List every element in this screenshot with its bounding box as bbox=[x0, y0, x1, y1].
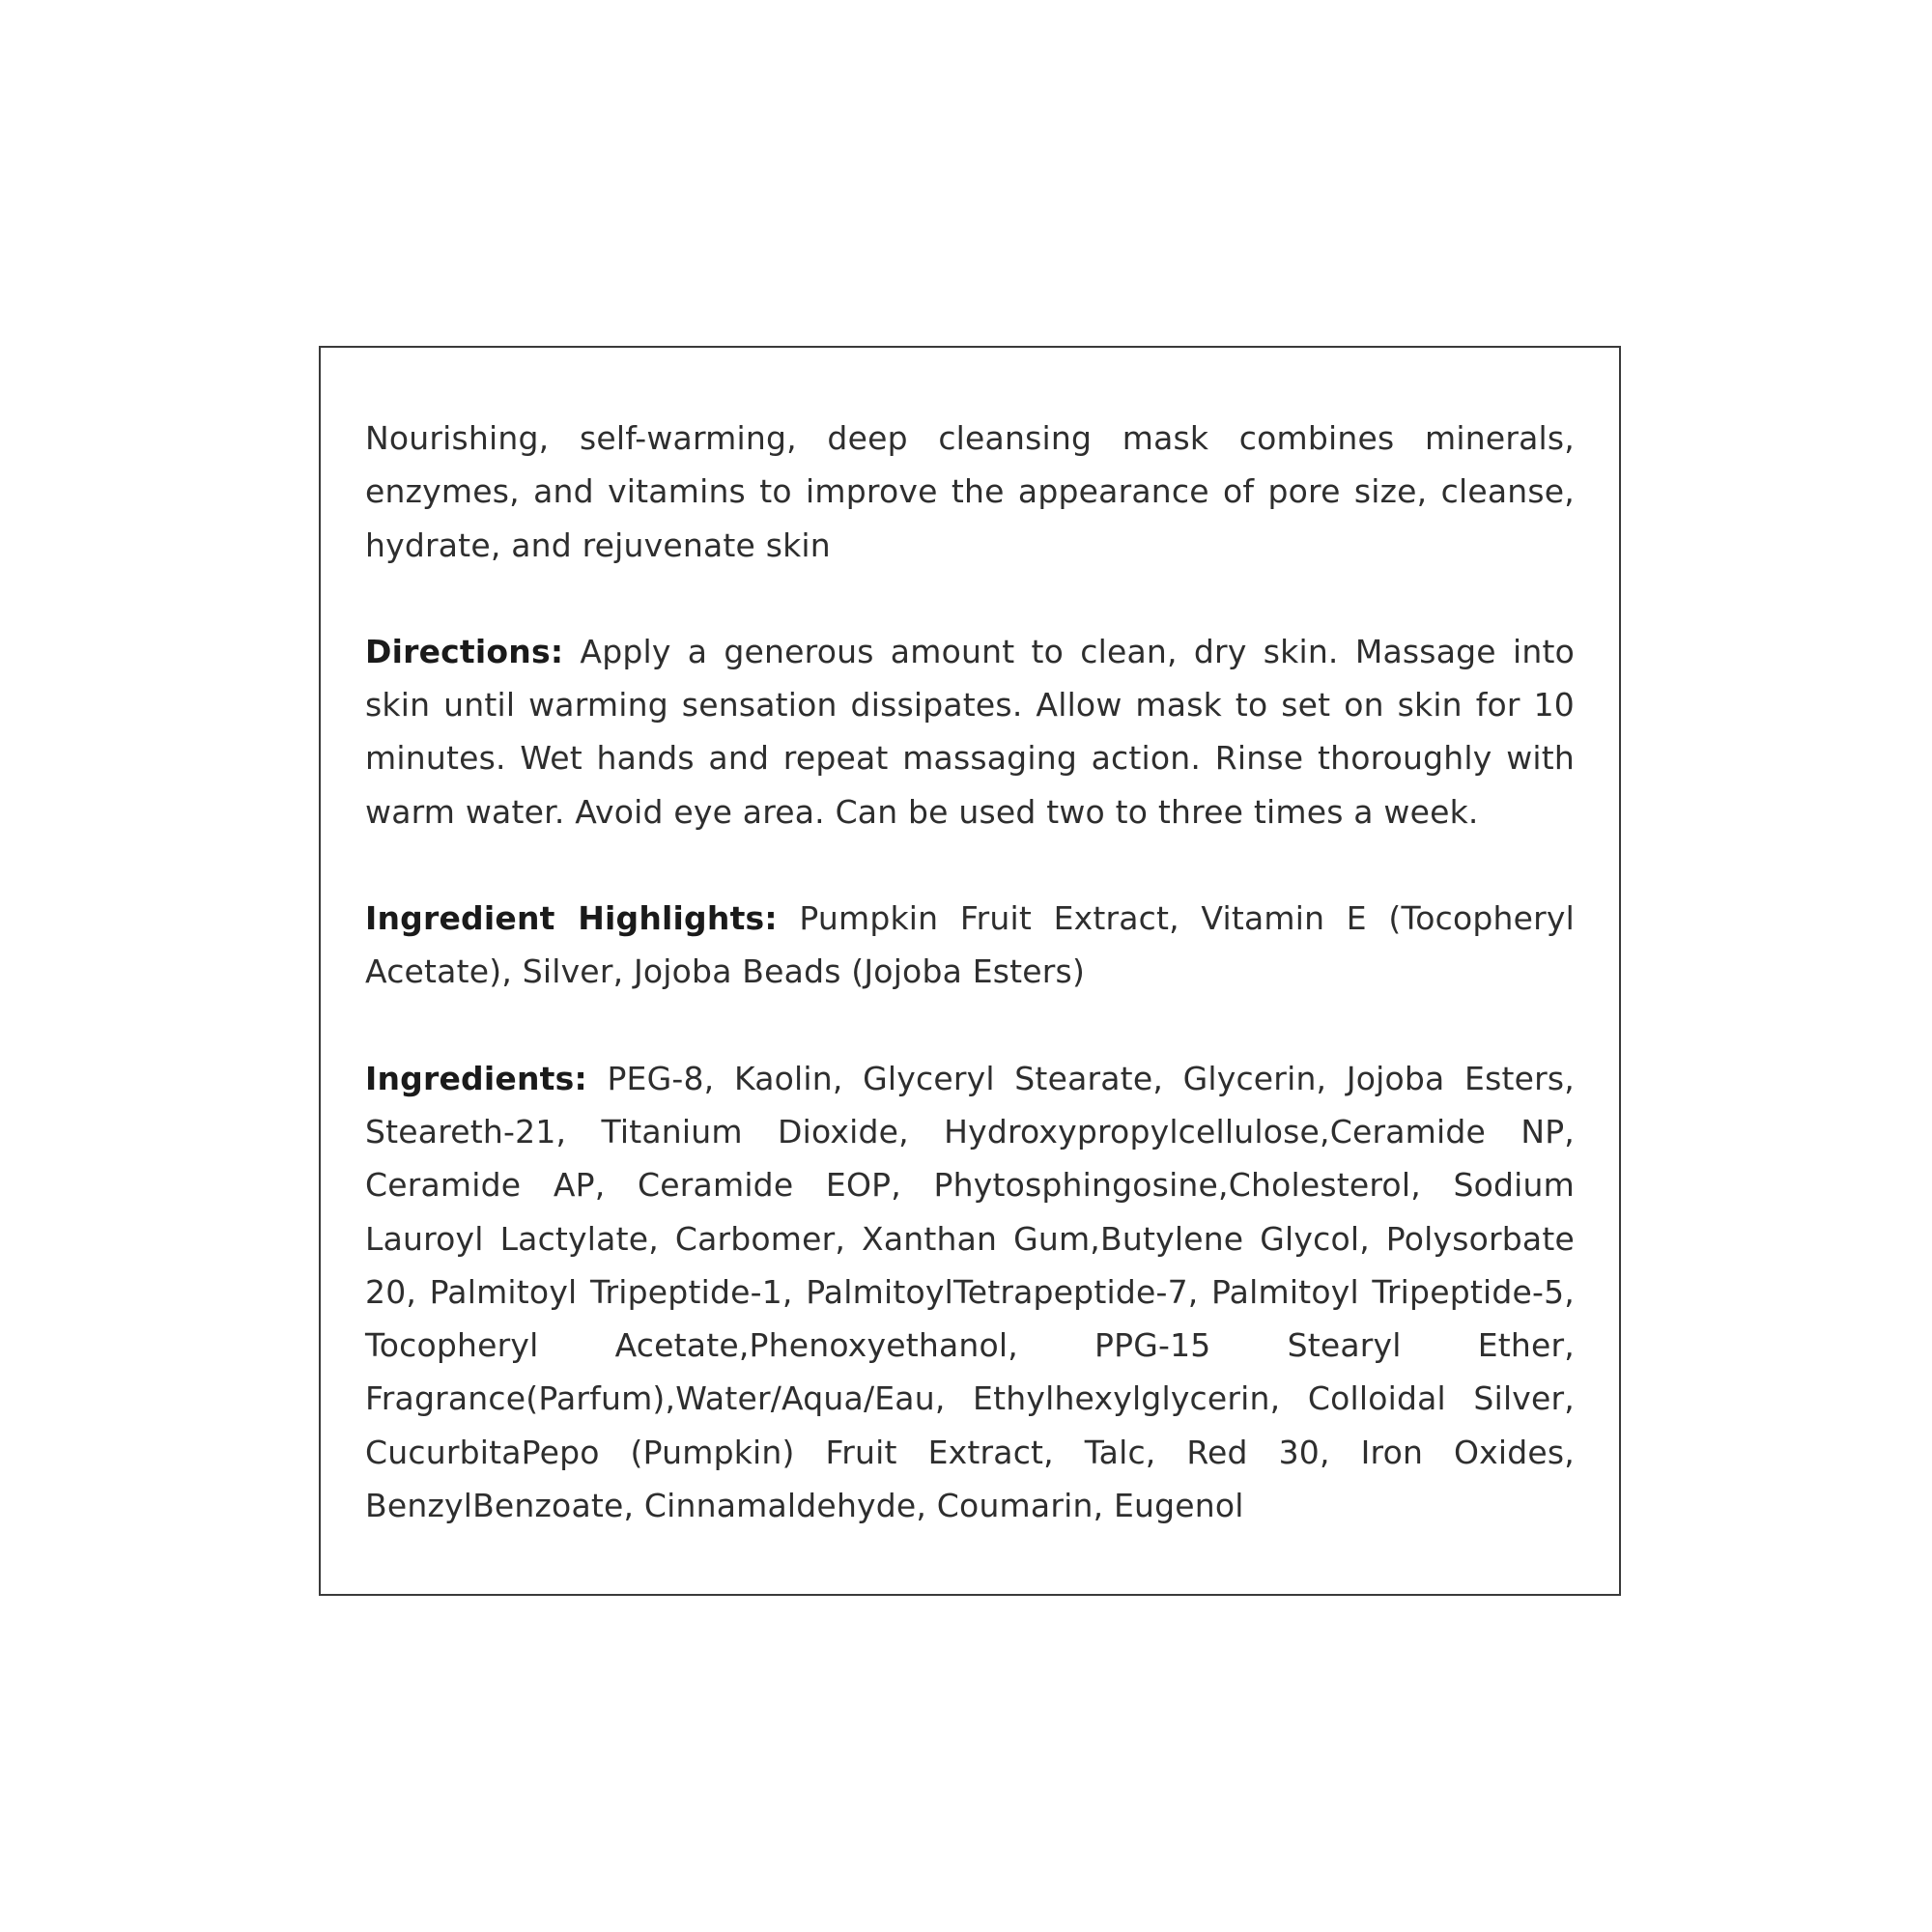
product-info-panel bbox=[319, 346, 1621, 1596]
directions-label: Directions: bbox=[365, 632, 564, 670]
product-description bbox=[365, 412, 1575, 572]
directions-text: Apply a generous amount to clean, dry skin. Massage into skin until warming sensation dissipates. Allow mask to set on skin for 10 minutes. Wet hands and repeat massaging action. Rinse thoroughly with warm water. Avoid eye area. Can be used two to three times a week. bbox=[365, 632, 1575, 831]
ingredients-label: Ingredients: bbox=[365, 1059, 587, 1097]
ingredient-highlights-text: Pumpkin Fruit Extract, Vitamin E (Tocopheryl Acetate), Silver, Jojoba Beads (Jojoba Esters) bbox=[365, 899, 1575, 991]
ingredients-text: PEG-8, Kaolin, Glyceryl Stearate, Glycerin, Jojoba Esters, Steareth-21, Titanium Dioxide, Hydroxypropylcellulose,Ceramide NP, Ceramide AP, Ceramide EOP, Phytosphingosine,Cholesterol, Sodium Lauroyl Lactylate, Carbomer, Xanthan Gum,Butylene Glycol, Polysorbate 20, Palmitoyl Tripeptide-1, PalmitoylTetrapeptide-7, Palmitoyl Tripeptide-5, Tocopheryl Acetate,Phenoxyethanol, PPG-15 Stearyl Ether, Fragrance(Parfum),Water/Aqua/Eau, Ethylhexylglycerin, Colloidal Silver, CucurbitaPepo (Pumpkin) Fruit Extract, Talc, Red 30, Iron Oxides, BenzylBenzoate, Cinnamaldehyde, Coumarin, Eugenol bbox=[365, 1059, 1575, 1525]
ingredients-section bbox=[365, 1052, 1575, 1533]
directions-section bbox=[365, 625, 1575, 838]
ingredient-highlights-label: Ingredient Highlights: bbox=[365, 899, 778, 938]
description-text: Nourishing, self-warming, deep cleansing mask combines minerals, enzymes, and vitamins to improve the appearance of pore size, cleanse, hydrate, and rejuvenate skin bbox=[365, 419, 1575, 564]
ingredient-highlights-section bbox=[365, 892, 1575, 999]
